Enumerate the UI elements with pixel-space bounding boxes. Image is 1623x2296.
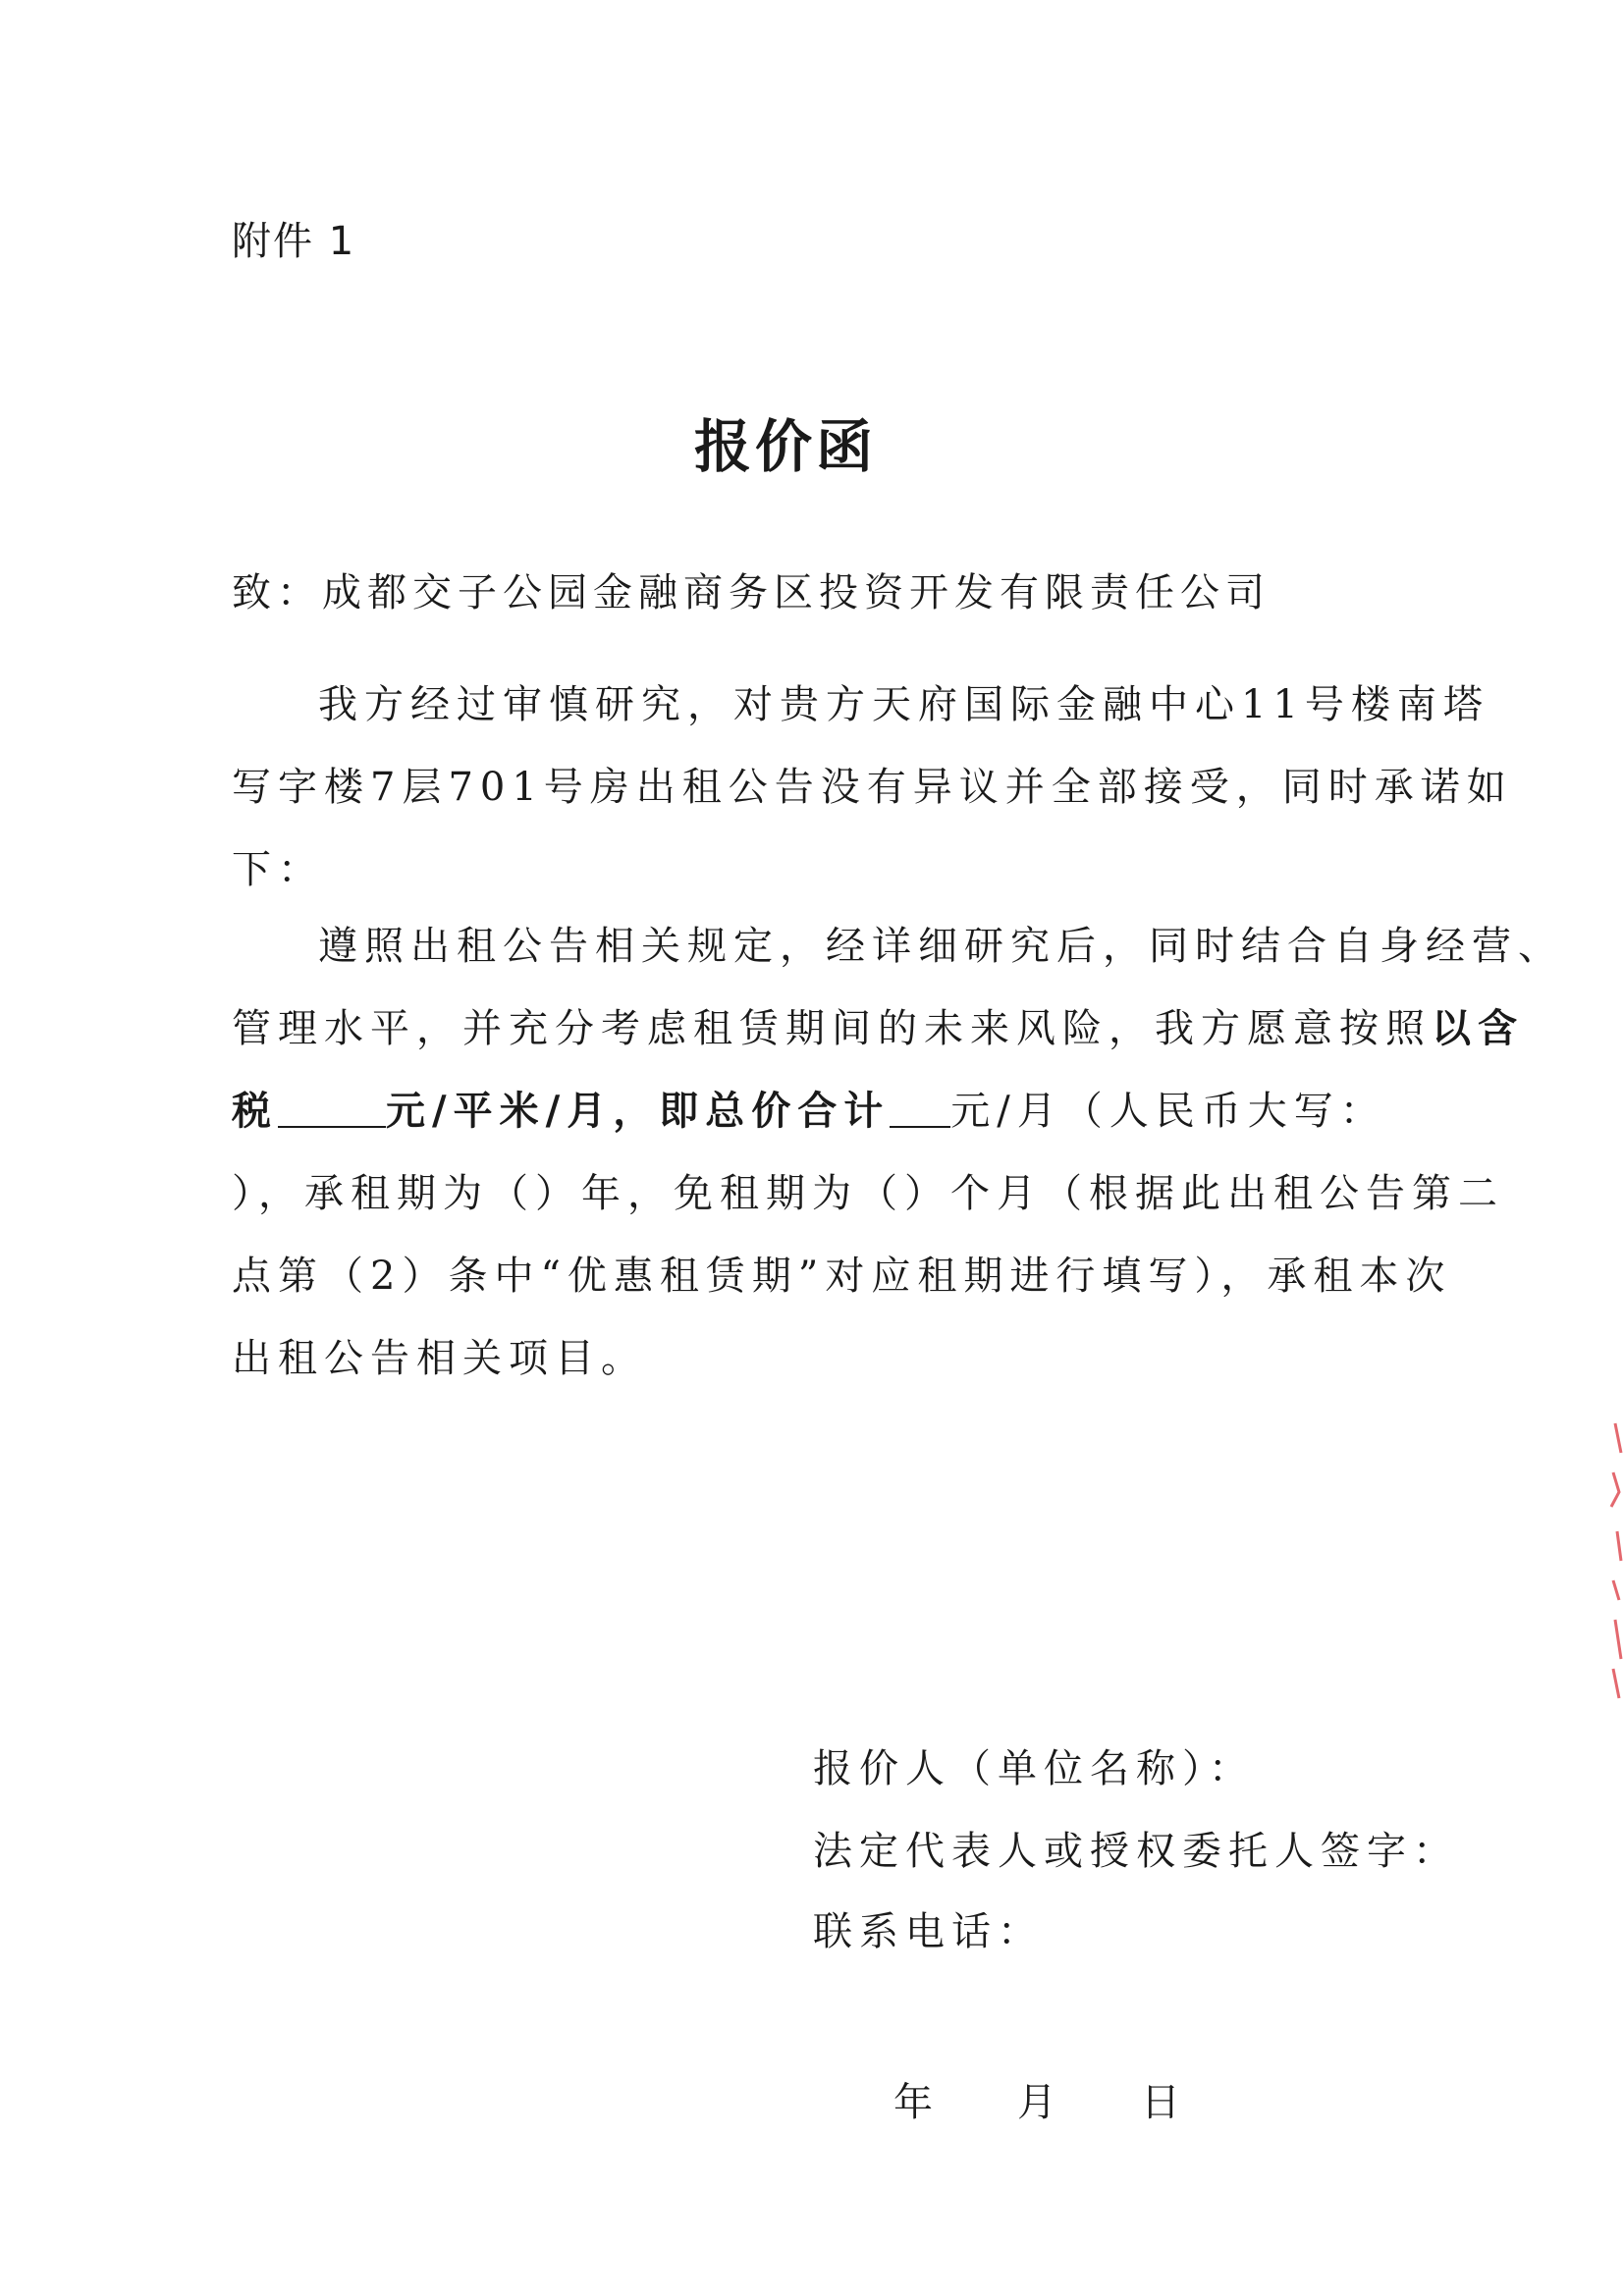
paragraph-line: 我方经过审慎研究，对贵方天府国际金融中心11号楼南塔 <box>318 682 1489 727</box>
unit-price-blank[interactable] <box>278 1091 386 1128</box>
document-title: 报价函 <box>693 413 877 480</box>
price-prefix: 税 <box>232 1088 278 1134</box>
paragraph-quotation <box>232 905 1564 1400</box>
paragraph-line: 点第（2）条中“优惠租赁期”对应租期进行填写），承租本次 <box>232 1254 1452 1299</box>
date-year: 年 <box>893 2080 933 2125</box>
unit-price-text: 元/平米/月，即总价合计 <box>386 1088 891 1134</box>
date-day: 日 <box>1141 2080 1180 2125</box>
paragraph-line <box>232 988 1524 1070</box>
paragraph-line: 出租公告相关项目。 <box>232 1336 647 1381</box>
seal-stamp-edge-icon <box>1601 1414 1623 1708</box>
capital-amount-label: （人民币大写： <box>1062 1089 1386 1134</box>
paragraph-line: ），承租期为（）年，免租期为（）个月（根据此出租公告第二 <box>232 1171 1504 1216</box>
addressee-line: 致：成都交子公园金融商务区投资开发有限责任公司 <box>232 570 1271 615</box>
date-line <box>893 2071 1180 2127</box>
contact-phone-field: 联系电话： <box>813 1909 1044 1954</box>
bidder-name-field: 报价人（单位名称）： <box>813 1746 1255 1791</box>
paragraph-acceptance <box>232 664 1513 911</box>
total-price-unit: 元/月 <box>950 1089 1063 1134</box>
paragraph-bold-text: 以含 <box>1432 1005 1524 1051</box>
date-month: 月 <box>1017 2080 1056 2125</box>
representative-signature-field: 法定代表人或授权委托人签字： <box>813 1829 1459 1874</box>
paragraph-line: 写字楼7层701号房出租公告没有异议并全部接受，同时承诺如 <box>232 765 1513 810</box>
paragraph-line: 遵照出租公告相关规定，经详细研究后，同时结合自身经营、 <box>318 924 1564 969</box>
attachment-label: 附件 1 <box>232 219 356 264</box>
total-price-blank[interactable] <box>890 1091 950 1128</box>
paragraph-line: 下： <box>232 847 324 892</box>
paragraph-text: 管理水平，并充分考虑租赁期间的未来风险，我方愿意按照 <box>232 1006 1432 1051</box>
paragraph-line-price <box>232 1070 1386 1152</box>
